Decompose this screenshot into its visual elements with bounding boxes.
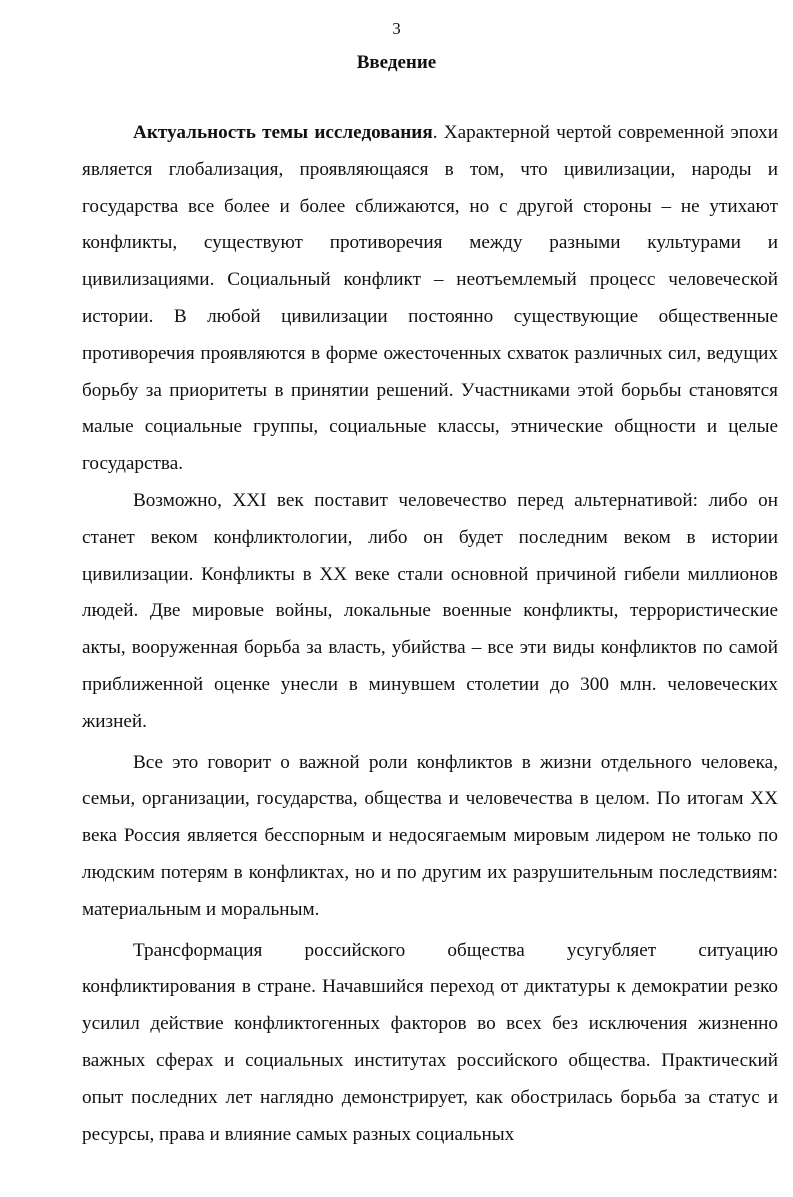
- paragraph-relevance: [82, 115, 778, 483]
- paragraph-role-of-conflicts: Все это говорит о важной роли конфликтов в жизни отдельного человека, семьи, организации, государства, общества и человечества в целом. По итогам XX века Россия является бесспорным и недосягаемым мировым лидером не только по людским потерям в конфликтах, но и по другим их разрушительным последствиям: материальным и моральным.: [82, 751, 778, 920]
- paragraph-text: . Характерной чертой современной эпохи является глобализация, проявляющаяся в том, что цивилизации, народы и государства все более и более сближаются, но с другой стороны – не утихают конфликты, существуют противоречия между разными культурами и цивилизациями. Социальный конфликт – неотъемлемый процесс человеческой истории. В любой цивилизации постоянно существующие общественные противоречия проявляются в форме ожесточенных схваток различных сил, ведущих борьбу за приоритеты в принятии решений. Участниками этой борьбы становятся малые социальные группы, социальные классы, этнические общности и целые государства.: [82, 122, 779, 475]
- page-number: 3: [392, 19, 401, 38]
- body-text: [82, 115, 778, 1153]
- paragraph-twenty-first-century: Возможно, XXI век поставит человечество перед альтернативой: либо он станет веком конфликтологии, либо он будет последним веком в истории цивилизации. Конфликты в XX веке стали основной причиной гибели миллионов людей. Две мировые войны, локальные военные конфликты, террористические акты, вооруженная борьба за власть, убийства – все эти виды конфликтов по самой приближенной оценке унесли в минувшем столетии до 300 млн. человеческих жизней.: [82, 489, 778, 732]
- section-heading: Введение: [356, 52, 437, 73]
- paragraph-lead: Актуальность темы исследования: [133, 122, 433, 143]
- paragraph-transformation: Трансформация российского общества усугубляет ситуацию конфликтирования в стране. Начавшийся переход от диктатуры к демократии резко усилил действие конфликтогенных факторов во всех без исключения жизненно важных сферах и социальных институтах российского общества. Практический опыт последних лет наглядно демонстрирует, как обострилась борьба за статус и ресурсы, права и влияние самых разных социальных: [82, 939, 778, 1145]
